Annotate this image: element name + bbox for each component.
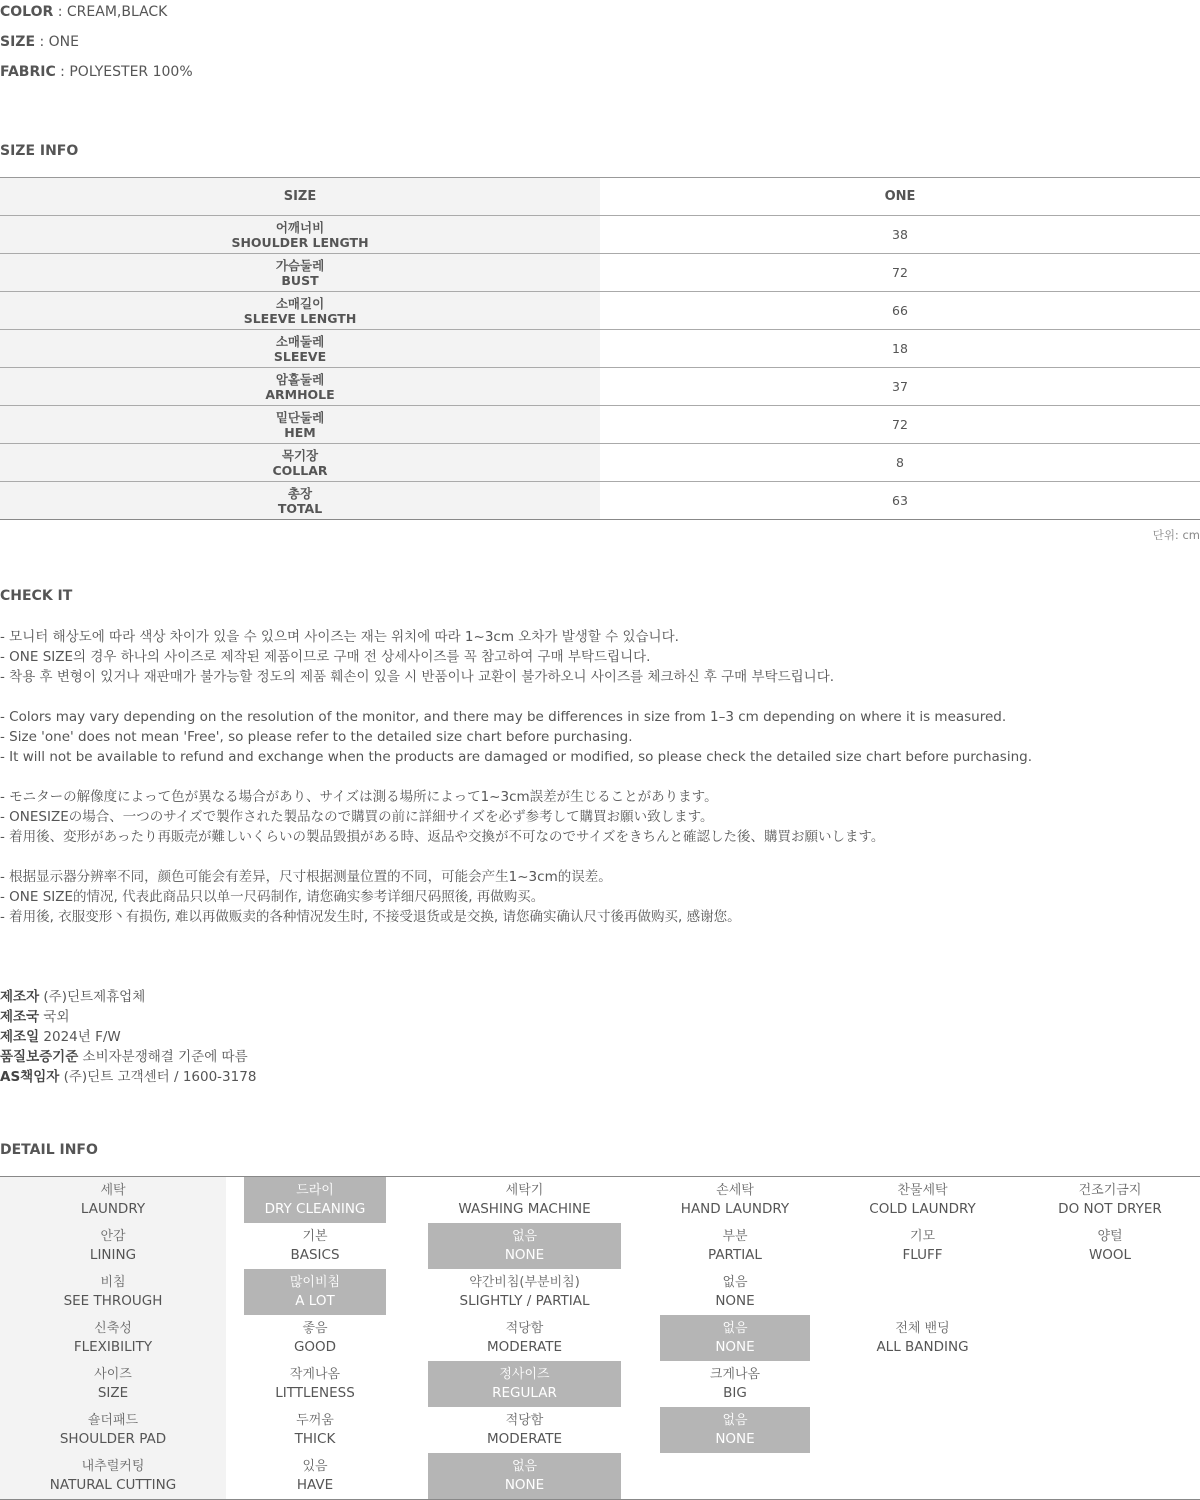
detail-label-en: SIZE (97, 1385, 129, 1401)
detail-category (0, 1315, 226, 1361)
detail-cell-content (428, 1361, 621, 1407)
detail-cell-content (226, 1315, 404, 1361)
detail-cell-content (0, 1223, 226, 1269)
detail-option (645, 1361, 825, 1407)
maker-info-key: 제조일 (0, 1029, 40, 1045)
check-it-title: CHECK IT (0, 588, 73, 604)
detail-label-en: COLD LAUNDRY (869, 1201, 976, 1217)
detail-label-en: NONE (715, 1293, 755, 1309)
size-unit: 단위: cm (1152, 528, 1200, 542)
detail-row (0, 1407, 1200, 1453)
detail-cell-content (825, 1177, 1020, 1223)
detail-option (226, 1315, 404, 1361)
detail-label-ko: 숄더패드 (87, 1413, 139, 1428)
detail-label-ko: 두꺼움 (296, 1413, 334, 1428)
note-line: - ONE SIZE的情况, 代表此商品只以单一尺码制作, 请您确实参考详细尺码照後, 再做购买。 (0, 889, 545, 905)
detail-cell-content (645, 1177, 825, 1223)
detail-label-ko: 양털 (1097, 1229, 1123, 1244)
maker-info-key: 품질보증기준 (0, 1049, 79, 1065)
detail-cell-content (428, 1223, 621, 1269)
size-row-label-ko: 목기장 (281, 447, 319, 463)
spec-color (0, 4, 167, 20)
size-info-title: SIZE INFO (0, 143, 79, 159)
detail-row (0, 1269, 1200, 1315)
maker-info-row (0, 1047, 256, 1067)
size-header-value: ONE (600, 178, 1200, 216)
detail-label-en: GOOD (293, 1339, 337, 1355)
detail-label-en: NONE (715, 1339, 755, 1355)
detail-cell-content (825, 1269, 1020, 1315)
size-row-label-ko: 어깨너비 (275, 219, 325, 235)
maker-info (0, 987, 256, 1087)
check-it-notes (0, 627, 1200, 947)
size-row-label-en: HEM (284, 424, 316, 440)
detail-option (825, 1361, 1020, 1407)
size-row-label-en: TOTAL (277, 500, 323, 516)
detail-option-selected (404, 1361, 645, 1407)
size-table-header (0, 178, 1200, 216)
size-row (0, 368, 1200, 406)
size-row (0, 330, 1200, 368)
detail-label-ko: 안감 (100, 1229, 126, 1244)
detail-cell-content (404, 1269, 645, 1315)
detail-label-ko: 비침 (100, 1275, 126, 1290)
detail-option (226, 1361, 404, 1407)
spec-key: SIZE (0, 34, 36, 50)
detail-label-ko: 있음 (302, 1459, 328, 1474)
detail-row (0, 1361, 1200, 1407)
detail-category (0, 1177, 226, 1223)
detail-cell-content (226, 1361, 404, 1407)
spec-key: FABRIC (0, 64, 56, 80)
size-row-label (0, 254, 600, 292)
detail-label-en: LAUNDRY (80, 1201, 146, 1217)
detail-option (1020, 1269, 1200, 1315)
maker-info-key: 제조국 (0, 1009, 40, 1025)
size-row-label (0, 292, 600, 330)
detail-cell-content (825, 1453, 1020, 1499)
detail-label-ko: 적당함 (505, 1413, 544, 1428)
detail-option-selected (226, 1177, 404, 1223)
detail-category (0, 1223, 226, 1269)
detail-label-en: FLEXIBILITY (73, 1339, 153, 1355)
detail-option (645, 1453, 825, 1499)
maker-info-row (0, 1027, 256, 1047)
detail-option-selected (645, 1407, 825, 1453)
maker-info-value: 국외 (39, 1009, 70, 1025)
note-line: - 着用後、変形があったり再販売が難しいくらいの製品毀損がある時、返品や交換が不可なのでサイズをきちんと確認した後、購買お願いします。 (0, 829, 885, 845)
detail-label-ko: 세탁기 (505, 1183, 544, 1198)
detail-label-ko: 전체 밴딩 (895, 1321, 950, 1336)
detail-label-en: LITTLENESS (275, 1385, 355, 1401)
detail-option (404, 1269, 645, 1315)
detail-option (1020, 1177, 1200, 1223)
detail-label-en: WOOL (1088, 1247, 1132, 1263)
detail-label-en: NONE (504, 1247, 545, 1263)
size-row-label-ko: 가슴둘레 (275, 257, 325, 273)
size-row (0, 292, 1200, 330)
detail-label-ko: 정사이즈 (499, 1367, 550, 1382)
detail-label-en: NONE (715, 1431, 755, 1447)
detail-option-selected (404, 1453, 645, 1499)
detail-option-selected (226, 1269, 404, 1315)
detail-cell-content (226, 1407, 404, 1453)
detail-option (1020, 1361, 1200, 1407)
spec-value: : POLYESTER 100% (55, 64, 193, 80)
detail-label-en: HAND LAUNDRY (680, 1201, 790, 1217)
note-line: - It will not be available to refund and exchange when the products are damaged or modified, so please check the detailed size chart before purchasing. (0, 749, 1032, 765)
detail-cell-content (645, 1269, 825, 1315)
detail-label-ko: 사이즈 (94, 1367, 132, 1382)
detail-option (825, 1315, 1020, 1361)
detail-label-ko: 좋음 (302, 1321, 328, 1336)
detail-label-ko: 없음 (722, 1413, 748, 1428)
note-line: - Size 'one' does not mean 'Free', so please refer to the detailed size chart before purchasing. (0, 729, 633, 745)
note-line: - Colors may vary depending on the resolution of the monitor, and there may be differences in size from 1–3 cm depending on where it is measured. (0, 709, 1007, 725)
detail-option (645, 1269, 825, 1315)
note-block (0, 787, 1200, 847)
detail-row (0, 1315, 1200, 1361)
spec-size (0, 34, 79, 50)
detail-cell-content (244, 1177, 386, 1223)
size-row-value: 72 (600, 254, 1200, 292)
detail-label-ko: 내추럴커팅 (81, 1459, 145, 1474)
size-table (0, 177, 1200, 520)
spec-value: : ONE (35, 34, 79, 50)
detail-label-ko: 기모 (909, 1229, 936, 1244)
detail-label-en: SEE THROUGH (63, 1293, 163, 1309)
detail-label-en: PARTIAL (708, 1247, 762, 1263)
size-row-label (0, 330, 600, 368)
size-row-value: 8 (600, 444, 1200, 482)
maker-info-value: (주)딘트제휴업체 (39, 989, 146, 1005)
detail-cell-content (825, 1361, 1020, 1407)
detail-label-ko: 작게나옴 (289, 1367, 341, 1382)
detail-category (0, 1361, 226, 1407)
detail-label-en: LINING (89, 1247, 137, 1263)
size-row (0, 254, 1200, 292)
note-line: - モニターの解像度によって色が異なる場合があり、サイズは測る場所によって1~3cm誤差が生じることがあります。 (0, 789, 718, 805)
detail-cell-content (1020, 1361, 1200, 1407)
maker-info-row (0, 1007, 256, 1027)
detail-table (0, 1176, 1200, 1500)
detail-label-en: NATURAL CUTTING (49, 1477, 177, 1493)
detail-cell-content (0, 1361, 226, 1407)
detail-option (825, 1269, 1020, 1315)
detail-label-ko: 드라이 (296, 1183, 334, 1198)
detail-label-en: DRY CLEANING (264, 1201, 366, 1217)
size-row-label (0, 444, 600, 482)
detail-label-en: REGULAR (492, 1385, 557, 1401)
size-row-label-en: SHOULDER LENGTH (231, 234, 369, 250)
detail-cell-content (645, 1361, 825, 1407)
detail-cell-content (1020, 1269, 1200, 1315)
size-row-label-ko: 총장 (287, 485, 313, 501)
detail-cell-content (0, 1407, 226, 1453)
detail-option (1020, 1315, 1200, 1361)
detail-label-ko: 없음 (511, 1459, 538, 1474)
detail-label-en: FLUFF (902, 1247, 943, 1263)
detail-cell-content (404, 1315, 645, 1361)
detail-option (404, 1407, 645, 1453)
detail-option (1020, 1453, 1200, 1499)
spec-value: : CREAM,BLACK (53, 4, 168, 20)
detail-option (825, 1177, 1020, 1223)
detail-option (404, 1315, 645, 1361)
detail-cell-content (645, 1453, 825, 1499)
detail-label-en: ALL BANDING (876, 1339, 969, 1355)
detail-label-ko: 신축성 (94, 1321, 132, 1336)
detail-label-en: SHOULDER PAD (59, 1431, 167, 1447)
size-row-value: 37 (600, 368, 1200, 406)
detail-option (1020, 1407, 1200, 1453)
detail-cell-content (404, 1407, 645, 1453)
detail-cell-content (1020, 1453, 1200, 1499)
size-header-label: SIZE (0, 178, 600, 216)
note-block (0, 867, 1200, 927)
detail-option (825, 1407, 1020, 1453)
detail-cell-content (825, 1315, 1020, 1361)
size-row (0, 482, 1200, 520)
detail-row (0, 1453, 1200, 1499)
detail-label-en: SLIGHTLY / PARTIAL (459, 1293, 590, 1309)
size-row (0, 444, 1200, 482)
detail-cell-content (0, 1315, 226, 1361)
detail-cell-content (660, 1407, 810, 1453)
detail-option (645, 1177, 825, 1223)
note-line: - ONE SIZE의 경우 하나의 사이즈로 제작된 제품이므로 구매 전 상세사이즈를 꼭 참고하여 구매 부탁드립니다. (0, 649, 651, 665)
detail-label-en: BIG (723, 1385, 747, 1401)
size-row (0, 406, 1200, 444)
detail-label-ko: 없음 (511, 1229, 538, 1244)
detail-label-en: A LOT (295, 1293, 335, 1309)
detail-category (0, 1453, 226, 1499)
detail-label-en: HAVE (296, 1477, 334, 1493)
note-line: - 모니터 해상도에 따라 색상 차이가 있을 수 있으며 사이즈는 재는 위치에 따라 1~3cm 오차가 발생할 수 있습니다. (0, 629, 679, 645)
detail-label-en: BASICS (290, 1247, 340, 1263)
note-block (0, 627, 1200, 687)
detail-label-en: MODERATE (487, 1431, 562, 1447)
detail-row (0, 1177, 1200, 1223)
size-row-label (0, 368, 600, 406)
maker-info-value: 소비자분쟁해결 기준에 따름 (78, 1049, 248, 1065)
size-row-value: 63 (600, 482, 1200, 520)
note-line: - 根据显示器分辨率不同，颜色可能会有差异，尺寸根据测量位置的不同，可能会产生1~3cm的误差。 (0, 869, 612, 885)
detail-cell-content (660, 1315, 810, 1361)
detail-option (1020, 1223, 1200, 1269)
detail-cell-content (0, 1453, 226, 1499)
detail-label-ko: 없음 (722, 1321, 748, 1336)
note-line: - 着用後, 衣服变形丶有损伤, 难以再做贩卖的各种情况发生时, 不接受退货或是交换, 请您确实确认尺寸後再做购买, 感谢您。 (0, 909, 741, 925)
detail-label-ko: 많이비침 (289, 1275, 341, 1290)
detail-cell-content (1020, 1407, 1200, 1453)
detail-cell-content (0, 1177, 226, 1223)
detail-option (404, 1177, 645, 1223)
maker-info-row (0, 1067, 256, 1087)
size-row-label-ko: 소매둘레 (275, 333, 325, 349)
detail-cell-content (226, 1453, 404, 1499)
detail-cell-content (825, 1407, 1020, 1453)
detail-option (645, 1223, 825, 1269)
detail-cell-content (1020, 1223, 1200, 1269)
detail-option (226, 1407, 404, 1453)
size-row-label-en: SLEEVE LENGTH (243, 310, 357, 326)
detail-cell-content (428, 1453, 621, 1499)
detail-option (825, 1453, 1020, 1499)
detail-category (0, 1269, 226, 1315)
detail-label-ko: 손세탁 (716, 1183, 754, 1198)
detail-label-ko: 찬물세탁 (897, 1183, 948, 1198)
size-row-label-en: COLLAR (272, 462, 328, 478)
detail-row (0, 1223, 1200, 1269)
size-row-value: 72 (600, 406, 1200, 444)
maker-info-key: 제조자 (0, 989, 40, 1005)
maker-info-value: 2024년 F/W (39, 1029, 121, 1045)
detail-label-en: THICK (294, 1431, 336, 1447)
detail-label-en: NONE (504, 1477, 545, 1493)
spec-key: COLOR (0, 4, 54, 20)
detail-cell-content (244, 1269, 386, 1315)
detail-label-en: MODERATE (487, 1339, 562, 1355)
size-row-label-en: ARMHOLE (265, 386, 335, 402)
size-row-label-en: SLEEVE (273, 348, 327, 364)
detail-label-ko: 세탁 (100, 1183, 126, 1198)
detail-label-ko: 약간비침(부분비침) (469, 1275, 580, 1290)
size-row-label (0, 482, 600, 520)
detail-label-ko: 적당함 (505, 1321, 544, 1336)
note-line: - 착용 후 변형이 있거나 재판매가 불가능할 정도의 제품 훼손이 있을 시 반품이나 교환이 불가하오니 사이즈를 체크하신 후 구매 부탁드립니다. (0, 669, 835, 685)
size-row-label-ko: 암홀둘레 (275, 371, 325, 387)
detail-option (226, 1453, 404, 1499)
detail-category (0, 1407, 226, 1453)
maker-info-value: (주)딘트 고객센터 / 1600-3178 (59, 1069, 257, 1085)
detail-cell-content (1020, 1177, 1200, 1223)
size-row-value: 66 (600, 292, 1200, 330)
detail-label-ko: 없음 (722, 1275, 748, 1290)
detail-label-ko: 기본 (302, 1229, 328, 1244)
detail-label-en: WASHING MACHINE (458, 1201, 591, 1217)
spec-fabric (0, 64, 193, 80)
maker-info-row (0, 987, 256, 1007)
detail-cell-content (226, 1223, 404, 1269)
detail-option (226, 1223, 404, 1269)
detail-label-ko: 건조기금지 (1078, 1183, 1142, 1198)
note-line: - ONESIZEの場合、一つのサイズで製作された製品なので購買の前に詳細サイズを必ず参考して購買お願い致します。 (0, 809, 714, 825)
detail-option-selected (645, 1315, 825, 1361)
size-row-label (0, 406, 600, 444)
size-row (0, 216, 1200, 254)
detail-option-selected (404, 1223, 645, 1269)
size-row-label-en: BUST (281, 272, 319, 288)
size-row-label-ko: 밑단둘레 (275, 409, 325, 425)
size-row-value: 18 (600, 330, 1200, 368)
detail-cell-content (1020, 1315, 1200, 1361)
detail-info-title: DETAIL INFO (0, 1142, 98, 1158)
detail-cell-content (825, 1223, 1020, 1269)
size-row-label-ko: 소매길이 (275, 295, 325, 311)
detail-option (825, 1223, 1020, 1269)
detail-cell-content (404, 1177, 645, 1223)
detail-label-en: DO NOT DRYER (1058, 1201, 1162, 1217)
detail-cell-content (0, 1269, 226, 1315)
detail-label-ko: 부분 (722, 1229, 748, 1244)
size-row-label (0, 216, 600, 254)
detail-cell-content (645, 1223, 825, 1269)
size-row-value: 38 (600, 216, 1200, 254)
detail-label-ko: 크게나옴 (709, 1367, 761, 1382)
note-block (0, 707, 1200, 767)
maker-info-key: AS책임자 (0, 1069, 60, 1085)
